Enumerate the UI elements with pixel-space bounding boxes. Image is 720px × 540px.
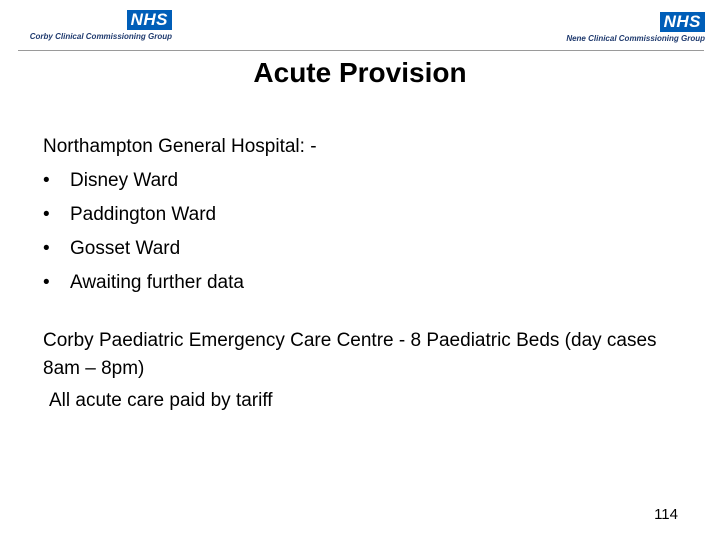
- bullet-icon: •: [43, 204, 50, 225]
- list-item: [43, 232, 693, 266]
- bullet-icon: •: [43, 170, 50, 191]
- ward-list: [43, 164, 693, 300]
- header-divider: [18, 50, 704, 51]
- ward-label: Gosset Ward: [70, 238, 181, 259]
- bullet-icon: •: [43, 238, 50, 259]
- page-number: 114: [654, 506, 678, 523]
- ward-label: Disney Ward: [70, 170, 179, 191]
- hospital-heading: Northampton General Hospital: -: [43, 136, 317, 157]
- nhs-badge-right: NHS: [660, 12, 705, 32]
- slide-body: [43, 130, 693, 415]
- list-item: [43, 164, 693, 198]
- corby-ccg-name: Corby Clinical Commissioning Group: [29, 32, 172, 41]
- list-item: [43, 198, 693, 232]
- corby-ccg-logo: [14, 10, 172, 41]
- list-item: [43, 266, 693, 300]
- nhs-badge-left: NHS: [127, 10, 172, 30]
- slide-title: Acute Provision: [253, 57, 467, 88]
- nene-ccg-name: Nene Clinical Commissioning Group: [566, 34, 705, 43]
- paediatric-centre-text: Corby Paediatric Emergency Care Centre - 8 Paediatric Beds (day cases 8am – 8pm): [43, 330, 657, 379]
- bullet-icon: •: [43, 272, 50, 293]
- nene-ccg-logo: [566, 12, 705, 43]
- ward-label: Paddington Ward: [70, 204, 217, 225]
- ward-label: Awaiting further data: [70, 272, 244, 293]
- tariff-text: All acute care paid by tariff: [49, 390, 273, 411]
